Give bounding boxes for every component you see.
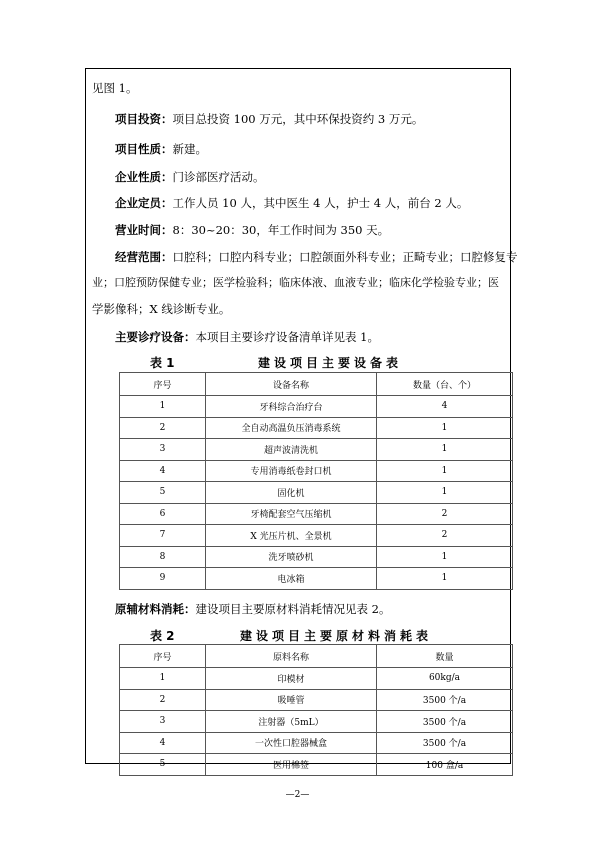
table-row <box>120 754 513 776</box>
table-cell: 医用棉签 <box>206 754 377 776</box>
table-row <box>120 732 513 754</box>
table2-caption-number: 表 2 <box>150 629 175 643</box>
equipment-text: 本项目主要诊疗设备清单详见表 1。 <box>195 330 379 344</box>
table1-caption-number: 表 1 <box>150 356 175 370</box>
table-row <box>120 417 513 439</box>
scope-line-3: 学影像科；X 线诊断专业。 <box>92 302 231 316</box>
table-cell: X 光压片机、全景机 <box>206 525 377 547</box>
table-cell: 4 <box>120 732 206 754</box>
table-row <box>120 546 513 568</box>
table-cell: 3 <box>120 711 206 733</box>
table-cell: 牙椅配套空气压缩机 <box>206 503 377 525</box>
table2-header-cell: 数量 <box>377 645 513 668</box>
equipment-paragraph <box>115 329 379 345</box>
table-cell: 5 <box>120 754 206 776</box>
table-cell: 6 <box>120 503 206 525</box>
table1-header-cell: 序号 <box>120 373 206 396</box>
materials-label: 原辅材料消耗： <box>115 602 196 616</box>
table2-header-row <box>120 645 513 668</box>
enterprise-text: 门诊部医疗活动。 <box>172 170 265 184</box>
nature-label: 项目性质： <box>115 142 173 156</box>
table-cell: 2 <box>120 689 206 711</box>
table1-header-cell: 数量（台、个） <box>377 373 513 396</box>
table-cell: 专用消毒纸卷封口机 <box>206 460 377 482</box>
table1-caption-title: 建设项目主要设备表 <box>258 356 403 370</box>
table-cell: 注射器（5mL） <box>206 711 377 733</box>
scope-label: 经营范围： <box>115 250 173 264</box>
staff-text: 工作人员 10 人，其中医生 4 人，护士 4 人，前台 2 人。 <box>172 196 469 210</box>
table-cell: 一次性口腔器械盒 <box>206 732 377 754</box>
table-cell: 2 <box>377 503 513 525</box>
table-cell: 电冰箱 <box>206 568 377 590</box>
table1-header-cell: 设备名称 <box>206 373 377 396</box>
page-number: —2— <box>285 790 310 800</box>
table-cell: 1 <box>377 460 513 482</box>
table-cell: 3500 个/a <box>377 732 513 754</box>
materials-table <box>119 644 513 776</box>
table-cell: 1 <box>377 546 513 568</box>
table-cell: 2 <box>120 417 206 439</box>
intro-line: 见图 1。 <box>92 81 138 95</box>
enterprise-paragraph <box>115 169 265 185</box>
table-cell: 1 <box>120 668 206 690</box>
table1-header-row <box>120 373 513 396</box>
table-row <box>120 460 513 482</box>
hours-label: 营业时间： <box>115 223 173 237</box>
table-cell: 全自动高温负压消毒系统 <box>206 417 377 439</box>
table2-header-cell: 序号 <box>120 645 206 668</box>
scope-line-2: 业；口腔预防保健专业；医学检验科；临床体液、血液专业；临床化学检验专业；医 <box>92 276 499 289</box>
table-cell: 100 盒/a <box>377 754 513 776</box>
table-cell: 3 <box>120 439 206 461</box>
table-cell: 9 <box>120 568 206 590</box>
table-cell: 3500 个/a <box>377 711 513 733</box>
materials-paragraph <box>115 601 390 617</box>
table-cell: 2 <box>377 525 513 547</box>
equipment-label: 主要诊疗设备： <box>115 330 196 344</box>
staff-paragraph <box>115 195 468 211</box>
table-cell: 5 <box>120 482 206 504</box>
table-cell: 8 <box>120 546 206 568</box>
scope-line-1 <box>115 249 518 265</box>
investment-paragraph <box>115 111 423 127</box>
table-cell: 吸唾管 <box>206 689 377 711</box>
staff-label: 企业定员： <box>115 196 173 210</box>
enterprise-label: 企业性质： <box>115 170 173 184</box>
table-cell: 洗牙喷砂机 <box>206 546 377 568</box>
nature-text: 新建。 <box>172 142 207 156</box>
table-cell: 60kg/a <box>377 668 513 690</box>
table-row <box>120 482 513 504</box>
table-cell: 牙科综合治疗台 <box>206 396 377 418</box>
table-cell: 超声波清洗机 <box>206 439 377 461</box>
table-row <box>120 689 513 711</box>
investment-label: 项目投资： <box>115 112 173 126</box>
table-row <box>120 439 513 461</box>
table-row <box>120 503 513 525</box>
table-cell: 固化机 <box>206 482 377 504</box>
table-row <box>120 525 513 547</box>
nature-paragraph <box>115 141 207 157</box>
materials-text: 建设项目主要原材料消耗情况见表 2。 <box>195 602 391 616</box>
table-cell: 4 <box>377 396 513 418</box>
table-cell: 7 <box>120 525 206 547</box>
table-row <box>120 568 513 590</box>
table-cell: 1 <box>120 396 206 418</box>
table-cell: 1 <box>377 568 513 590</box>
equipment-table <box>119 372 513 590</box>
hours-text: 8：30~20：30，年工作时间为 350 天。 <box>172 223 390 237</box>
table-cell: 1 <box>377 482 513 504</box>
table2-caption-title: 建设项目主要原材料消耗表 <box>240 629 433 643</box>
table-cell: 印模材 <box>206 668 377 690</box>
table-cell: 1 <box>377 439 513 461</box>
table-cell: 4 <box>120 460 206 482</box>
hours-paragraph <box>115 222 389 238</box>
table-row <box>120 711 513 733</box>
table-row <box>120 396 513 418</box>
table2-header-cell: 原料名称 <box>206 645 377 668</box>
table-row <box>120 668 513 690</box>
investment-text: 项目总投资 100 万元，其中环保投资约 3 万元。 <box>172 112 424 126</box>
scope-text-1: 口腔科；口腔内科专业；口腔颌面外科专业；正畸专业；口腔修复专 <box>172 250 518 264</box>
table-cell: 1 <box>377 417 513 439</box>
table-cell: 3500 个/a <box>377 689 513 711</box>
